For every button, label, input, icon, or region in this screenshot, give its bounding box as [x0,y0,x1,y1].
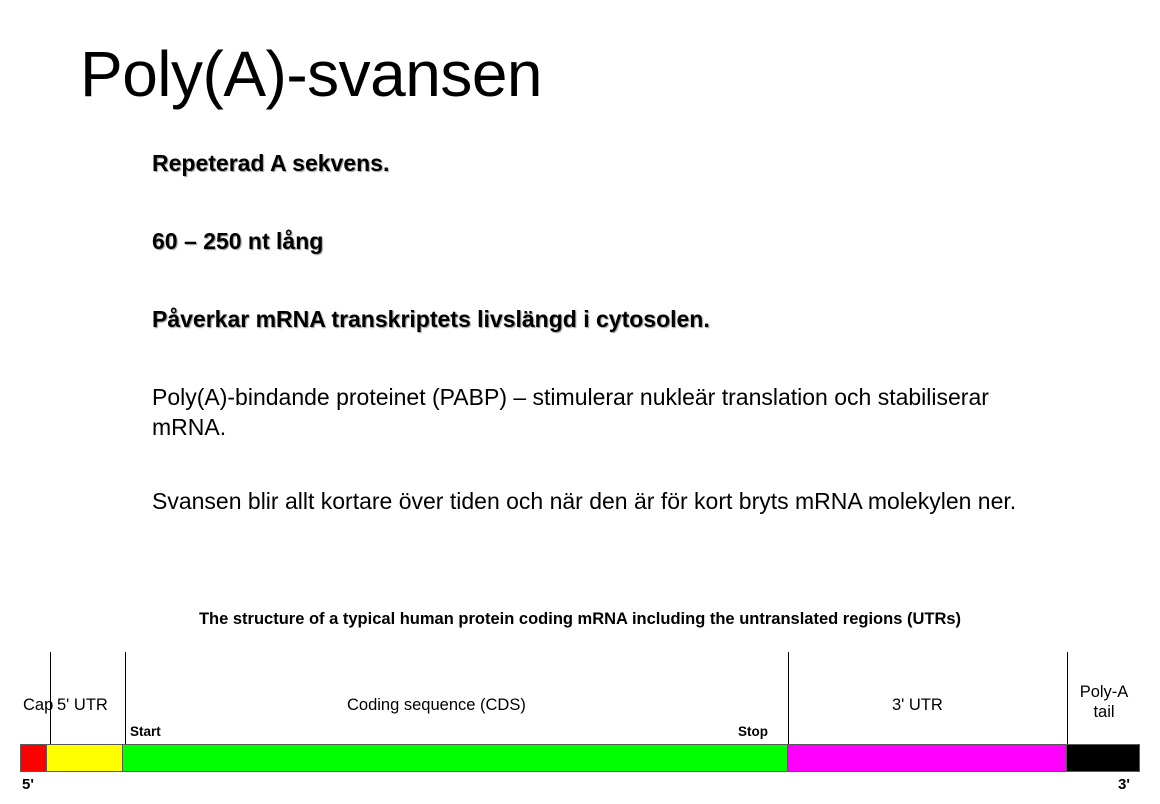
segment-cap [21,745,46,771]
tick-utr3-polya [1067,652,1068,744]
label-poly-a-tail [1069,682,1139,722]
bullet-3 [152,304,1032,334]
segment-five-prime-utr [46,745,122,771]
label-poly-a-line2: tail [1093,703,1115,721]
label-three-prime-utr: 3' UTR [892,696,943,714]
figure-diagram [20,640,1140,793]
label-five-prime-utr: 5' UTR [57,696,108,714]
label-poly-a-line1: Poly-A [1079,683,1129,701]
bullet-2-text: 60 – 250 nt lång [152,228,324,254]
page-title: Poly(A)-svansen [80,38,542,110]
bullet-1 [152,148,1032,178]
label-coding-sequence: Coding sequence (CDS) [347,696,526,714]
label-cap: Cap [23,696,54,714]
mrna-structure-figure [0,600,1160,800]
bullet-4-text: Poly(A)-bindande proteinet (PABP) – stimulerar nukleär translation och stabiliserar mRNA. [152,384,989,440]
bullet-4 [152,382,1032,442]
slide-body [152,148,1032,560]
label-start: Start [130,724,161,739]
bullet-1-text: Repeterad A sekvens. [152,150,390,176]
label-three-prime-end: 3' [1118,776,1130,793]
bullet-2 [152,226,1032,256]
figure-caption: The structure of a typical human protein coding mRNA including the untranslated regions (UTRs) [198,610,962,628]
segment-poly-a-tail [1066,745,1139,771]
tick-cds-utr3 [788,652,789,744]
mrna-bar [20,744,1140,772]
bullet-3-text: Påverkar mRNA transkriptets livslängd i cytosolen. [152,306,710,332]
label-five-prime-end: 5' [22,776,34,793]
bullet-5 [152,486,1032,516]
segment-three-prime-utr [787,745,1067,771]
tick-utr-cds [125,652,126,744]
bullet-5-text: Svansen blir allt kortare över tiden och när den är för kort bryts mRNA molekylen ner. [152,488,1017,514]
label-stop: Stop [738,724,768,739]
segment-coding-sequence [122,745,787,771]
